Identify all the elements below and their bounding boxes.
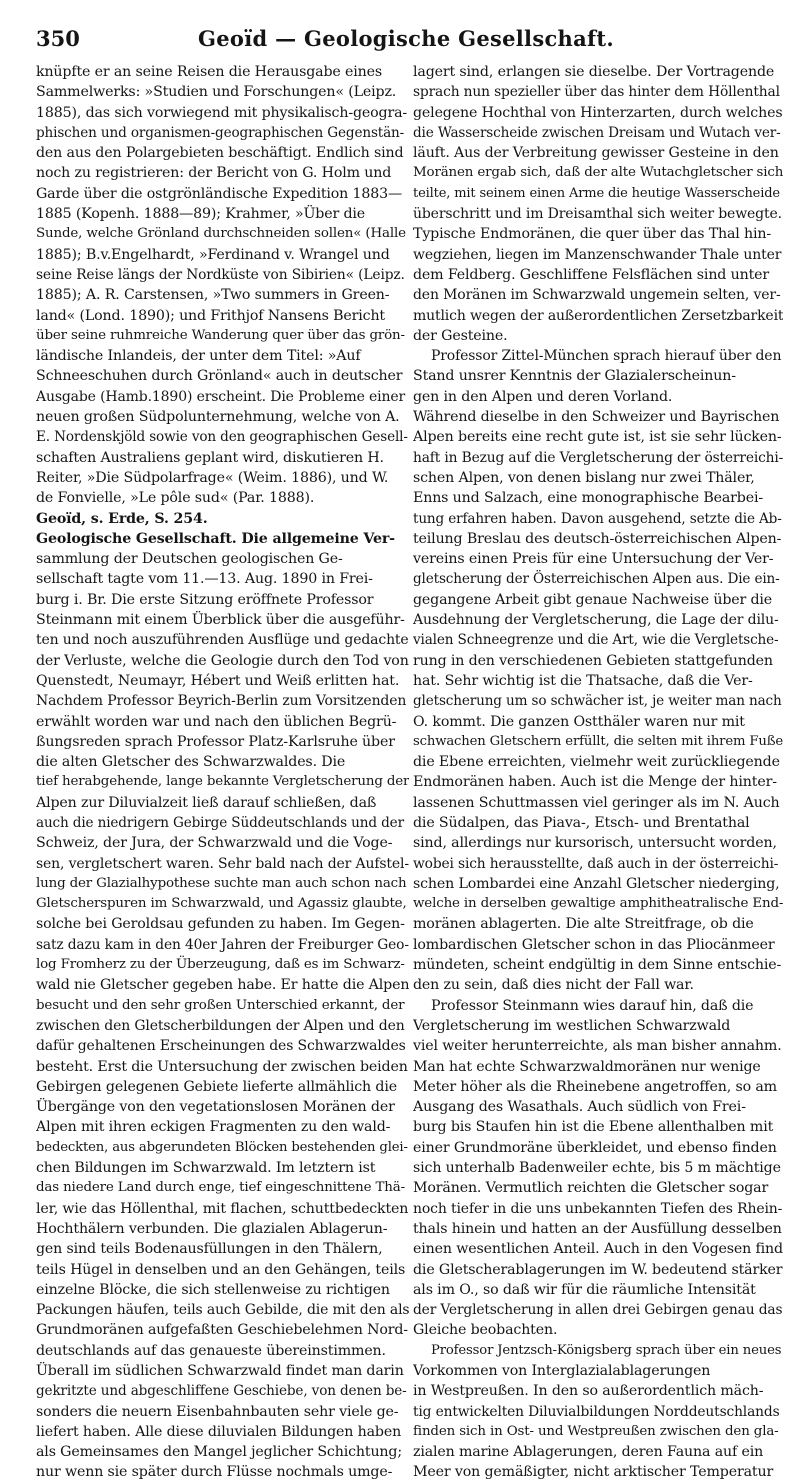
text-line: wald nie Gletscher gegeben habe. Er hatte die Alpen	[36, 977, 409, 994]
text-line: Nachdem Professor Beyrich-Berlin zum Vorsitzenden	[36, 693, 407, 710]
text-line: Übergänge von den vegetationslosen Moränen der	[36, 1099, 395, 1116]
text-line: satz dazu kam in den 40er Jahren der Freiburger Geo-	[36, 936, 409, 953]
text-line: Professor Jentzsch-Königsberg sprach über ein neues	[431, 1342, 782, 1358]
text-line: chen Bildungen im Schwarzwald. Im letztern ist	[36, 1160, 376, 1177]
text-line: deutschlands auf das genaueste übereinstimmen.	[36, 1342, 386, 1359]
text-line: die alten Gletscher des Schwarzwaldes. Die	[36, 754, 346, 771]
text-line: den Moränen im Schwarzwald ungemein selten, ver-	[413, 287, 781, 304]
text-line: bedeckten, aus abgerundeten Blöcken bestehenden glei-	[36, 1139, 408, 1155]
text-line: tig entwickelten Diluvialbildungen Norddeutschlands	[413, 1403, 780, 1420]
text-line: vialen Schneegrenze und die Art, wie die Vergletsche-	[413, 632, 779, 649]
text-line: nur wenn sie später durch Flüsse nochmals umge-	[36, 1464, 393, 1481]
text-line: den zu sein, daß dies nicht der Fall war.	[413, 977, 694, 994]
text-line: sich unterhalb Badenweiler echte, bis 5 m mächtige	[413, 1160, 781, 1177]
text-line: schaften Australiens geplant wird, diskutieren H.	[36, 449, 384, 466]
text-line: Sunde, welche Grönland durchschneiden sollen« (Halle	[36, 226, 406, 242]
text-line: Geologische Gesellschaft. Die allgemeine Ver-	[36, 530, 395, 547]
text-line: Quenstedt, Neumayr, Hébert und Weiß erlitten hat.	[36, 672, 400, 689]
text-line: Gleiche beobachten.	[413, 1322, 558, 1339]
text-line: das niedere Land durch enge, tief eingeschnittene Thä-	[36, 1180, 405, 1196]
text-line: knüpfte er an seine Reisen die Herausgabe eines	[36, 64, 382, 80]
text-line: Moränen ergab sich, daß der alte Wutachgletscher sich	[413, 165, 783, 181]
text-line: Meter höher als die Rheinebene angetroffen, so am	[413, 1078, 777, 1095]
text-line: die Ebene erreichten, vielmehr weit zurückliegende	[413, 754, 780, 771]
text-line: E. Nordenskjöld sowie von den geographischen Gesell-	[36, 429, 408, 446]
text-line: Reiter, »Die Südpolarfrage« (Weim. 1886), und W.	[36, 469, 389, 486]
text-line: gletscherung um so schwächer ist, je weiter man nach	[413, 693, 782, 710]
text-line: besucht und den sehr großen Unterschied erkannt, der	[36, 997, 405, 1013]
text-line: einzelne Blöcke, die sich stellenweise zu richtigen	[36, 1281, 390, 1298]
text-line: Vergletscherung im westlichen Schwarzwald	[413, 1017, 731, 1034]
text-line: über seine ruhmreiche Wanderung quer über das grön-	[36, 327, 405, 343]
text-line: besteht. Erst die Untersuchung der zwischen beiden	[36, 1058, 408, 1075]
text-line: Endmoränen haben. Auch ist die Menge der hinter-	[413, 774, 777, 791]
text-line: vereins einen Preis für eine Untersuchung der Ver-	[413, 551, 774, 568]
text-line: ten und noch auszuführenden Ausflüge und gedachte	[36, 632, 409, 649]
text-line: Schneeschuhen durch Grönland« auch in deutscher	[36, 368, 403, 385]
text-line: Ausgang des Wasathals. Auch südlich von Frei-	[413, 1099, 746, 1116]
text-line: Typische Endmoränen, die quer über das Thal hin-	[413, 226, 772, 243]
text-line: einen wesentlichen Anteil. Auch in den Vogesen find	[413, 1241, 783, 1258]
text-line: moränen ablagerten. Die alte Streitfrage, ob die	[413, 916, 754, 933]
text-line: als Gemeinsames den Mangel jeglicher Schichtung;	[36, 1444, 402, 1461]
text-line: 1885), das sich vorwiegend mit physikalisch-geogra-	[36, 104, 408, 121]
text-line: der Verluste, welche die Geologie durch den Tod von	[36, 652, 409, 669]
text-line: viel weiter herunterreichte, als man bisher annahm.	[413, 1038, 782, 1055]
text-line: mutlich wegen der außerordentlichen Zersetzbarkeit	[413, 307, 783, 324]
text-line: ler, wie das Höllenthal, mit flachen, schuttbedeckten	[36, 1200, 409, 1217]
text-line: welche in derselben gewaltige amphitheatralische End-	[413, 896, 783, 912]
text-line: Ausdehnung der Vergletscherung, die Lage der dilu-	[413, 612, 779, 629]
text-column-right	[413, 62, 783, 1483]
text-line: teils Hügel in denselben und an den Gehängen, teils	[36, 1261, 406, 1278]
text-line: der Vergletscherung in allen drei Gebirgen genau das	[413, 1302, 783, 1319]
text-line: tung erfahren haben. Davon ausgehend, setzte die Ab-	[413, 510, 782, 527]
text-line: gekritzte und abgeschliffene Geschiebe, von denen be-	[36, 1383, 407, 1400]
text-line: thals hinein und hatten an der Ausfüllung desselben	[413, 1220, 782, 1237]
text-line: Professor Steinmann wies darauf hin, daß die	[431, 997, 754, 1014]
text-line: tief herabgehende, lange bekannte Vergletscherung der	[36, 774, 409, 790]
text-line: der Gesteine.	[413, 327, 508, 344]
text-line: 1885); B.v.Engelhardt, »Ferdinand v. Wrangel und	[36, 246, 390, 263]
text-line: sellschaft tagte vom 11.—13. Aug. 1890 in Frei-	[36, 571, 373, 588]
text-line: Gebirgen gelegenen Gebiete lieferte allmählich die	[36, 1078, 397, 1095]
text-line: lung der Glazialhypothese suchte man auch schon nach	[36, 875, 407, 891]
text-line: lassenen Schuttmassen viel geringer als im N. Auch	[413, 794, 780, 811]
text-line: gen sind teils Bodenausfüllungen in den Thälern,	[36, 1241, 383, 1258]
text-line: finden sich in Ost- und Westpreußen zwischen den gla-	[413, 1423, 779, 1439]
text-line: Steinmann mit einem Überblick über die ausgeführ-	[36, 612, 405, 629]
text-line: sprach nun spezieller über das hinter dem Höllenthal	[413, 84, 780, 101]
text-line: schen Alpen, von denen bislang nur zwei Thäler,	[413, 469, 755, 486]
text-line: hat. Sehr wichtig ist die Thatsache, daß die Ver-	[413, 672, 753, 689]
text-line: Alpen mit ihren eckigen Fragmenten zu den wald-	[36, 1119, 391, 1136]
text-line: gelegene Hochthal von Hinterzarten, durch welches	[413, 104, 783, 121]
text-line: die Gletscherablagerungen im W. bedeutend stärker	[413, 1261, 783, 1278]
text-line: log Fromherz zu der Überzeugung, daß es im Schwarz-	[36, 957, 405, 973]
text-line: gen in den Alpen und deren Vorland.	[413, 388, 673, 405]
text-line: solche bei Geroldsau gefunden zu haben. Im Gegen-	[36, 916, 405, 933]
text-line: Garde über die ostgrönländische Expedition 1883—	[36, 185, 403, 202]
text-line: überschritt und im Dreisamthal sich weiter bewegte.	[413, 206, 782, 223]
text-line: sen, vergletschert waren. Sehr bald nach der Aufstel-	[36, 855, 409, 872]
text-line: Grundmoränen aufgefaßten Geschiebelehmen Nord-	[36, 1322, 408, 1339]
text-line: burg bis Staufen hin ist die Ebene allenthalben mit	[413, 1119, 774, 1136]
text-line: Schweiz, der Jura, der Schwarzwald und die Voge-	[36, 835, 393, 852]
text-line: schwachen Gletschern erfüllt, die selten mit ihrem Fuße	[413, 733, 783, 749]
text-line: Hochthälern verbunden. Die glazialen Ablagerun-	[36, 1220, 388, 1237]
text-line: Während dieselbe in den Schweizer und Bayrischen	[413, 409, 780, 426]
text-line: sonders die neuern Eisenbahnbauten sehr viele ge-	[36, 1403, 399, 1420]
text-line: O. kommt. Die ganzen Ostthäler waren nur mit	[413, 713, 745, 730]
text-line: Überall im südlichen Schwarzwald findet man darin	[36, 1363, 404, 1379]
text-line: Ausgabe (Hamb.1890) erscheint. Die Probleme einer	[36, 388, 406, 405]
text-line: land« (Lond. 1890); und Frithjof Nansens Bericht	[36, 307, 385, 324]
text-line: sammlung der Deutschen geologischen Ge-	[36, 551, 343, 568]
text-line: 1885); A. R. Carstensen, »Two summers in Green-	[36, 287, 390, 304]
text-line: noch zu registrieren: der Bericht von G. Holm und	[36, 165, 392, 182]
text-line: Gletscherspuren im Schwarzwald, und Agassiz glaubte,	[36, 896, 407, 912]
text-line: noch tiefer in die uns unbekannten Tiefen des Rhein-	[413, 1200, 783, 1217]
text-line: Alpen bereits eine recht gute ist, ist sie sehr lücken-	[413, 429, 782, 446]
text-line: liefert haben. Alle diese diluvialen Bildungen haben	[36, 1423, 402, 1440]
text-line: Enns und Salzach, eine monographische Bearbei-	[413, 490, 764, 507]
text-line: gletscherung der Österreichischen Alpen aus. Die ein-	[413, 571, 780, 588]
text-line: gegangene Arbeit gibt genaue Nachweise über die	[413, 591, 773, 608]
text-line: wobei sich herausstellte, daß auch in der österreichi-	[413, 855, 779, 872]
text-line: dafür gehaltenen Erscheinungen des Schwarzwaldes	[36, 1038, 406, 1055]
text-line: Packungen häufen, teils auch Gebilde, die mit den als	[36, 1302, 409, 1319]
text-line: sind, allerdings nur kursorisch, untersucht worden,	[413, 835, 777, 852]
text-line: in Westpreußen. In den so außerordentlich mäch-	[413, 1383, 764, 1400]
text-line: Alpen zur Diluvialzeit ließ darauf schließen, daß	[36, 794, 377, 811]
text-line: erwählt worden war und nach den üblichen Begrü-	[36, 713, 397, 730]
text-line: ßungsreden sprach Professor Platz-Karlsruhe über	[36, 733, 395, 750]
text-line: die Südalpen, das Piava-, Etsch- und Brentathal	[413, 814, 750, 831]
text-line: wegziehen, liegen im Manzenschwander Thale unter	[413, 246, 782, 263]
text-line: de Fonvielle, »Le pôle sud« (Par. 1888).	[36, 490, 315, 507]
page-header	[36, 16, 776, 58]
text-line: teilte, mit seinem einen Arme die heutige Wasserscheide	[413, 185, 780, 201]
text-line: schen Lombardei eine Anzahl Gletscher niederging,	[413, 875, 780, 892]
text-line: die Wasserscheide zwischen Dreisam und Wutach ver-	[413, 124, 781, 141]
text-line: ländische Inlandeis, der unter dem Titel: »Auf	[36, 348, 361, 365]
text-line: Sammelwerks: »Studien und Forschungen« (Leipz.	[36, 84, 397, 101]
text-line: zwischen den Gletscherbildungen der Alpen und den	[36, 1017, 405, 1034]
text-line: lagert sind, erlangen sie dieselbe. Der Vortragende	[413, 64, 775, 80]
page-number: 350	[36, 26, 80, 51]
text-line: phischen und organismen-geographischen Gegenstän-	[36, 124, 405, 141]
text-line: seine Reise längs der Nordküste von Sibirien« (Leipz.	[36, 266, 405, 283]
text-line: rung in den verschiedenen Gebieten stattgefunden	[413, 652, 773, 669]
text-line: mündeten, scheint endgültig in dem Sinne entschie-	[413, 957, 782, 974]
text-line: burg i. Br. Die erste Sitzung eröffnete Professor	[36, 591, 374, 608]
text-line: als im O., so daß wir für die räumliche Intensität	[413, 1281, 756, 1298]
text-line: Geoïd, s. Erde, S. 254.	[36, 510, 208, 527]
text-line: Moränen. Vermutlich reichten die Gletscher sogar	[413, 1180, 769, 1197]
text-line: Man hat echte Schwarzwaldmoränen nur wenige	[413, 1058, 761, 1075]
text-line: Vorkommen von Interglazialablagerungen	[413, 1363, 711, 1379]
text-line: lombardischen Gletscher schon in das Pliocänmeer	[413, 936, 775, 953]
text-column-left	[36, 62, 409, 1483]
text-line: Meer von gemäßigter, nicht arktischer Temperatur	[413, 1464, 774, 1481]
text-line: zialen marine Ablagerungen, deren Fauna auf ein	[413, 1444, 764, 1461]
text-line: neuen großen Südpolunternehmung, welche von A.	[36, 409, 400, 426]
text-line: Stand unsrer Kenntnis der Glazialerscheinun-	[413, 368, 736, 385]
running-head: Geoïd — Geologische Gesellschaft.	[198, 26, 614, 51]
text-line: teilung Breslau des deutsch-österreichischen Alpen-	[413, 530, 782, 547]
text-line: auch die niedrigern Gebirge Süddeutschlands und der	[36, 814, 404, 831]
text-line: haft in Bezug auf die Vergletscherung der österreichi-	[413, 449, 783, 466]
text-line: 1885 (Kopenh. 1888—89); Krahmer, »Über die	[36, 206, 366, 223]
text-line: dem Feldberg. Geschliffene Felsflächen sind unter	[413, 266, 770, 283]
text-line: einer Grundmoräne überkleidet, und ebenso finden	[413, 1139, 777, 1156]
text-line: läuft. Aus der Verbreitung gewisser Gesteine in den	[413, 145, 779, 162]
text-line: Professor Zittel-München sprach hierauf über den	[431, 348, 782, 365]
text-line: den aus den Polargebieten beschäftigt. Endlich sind	[36, 145, 404, 162]
